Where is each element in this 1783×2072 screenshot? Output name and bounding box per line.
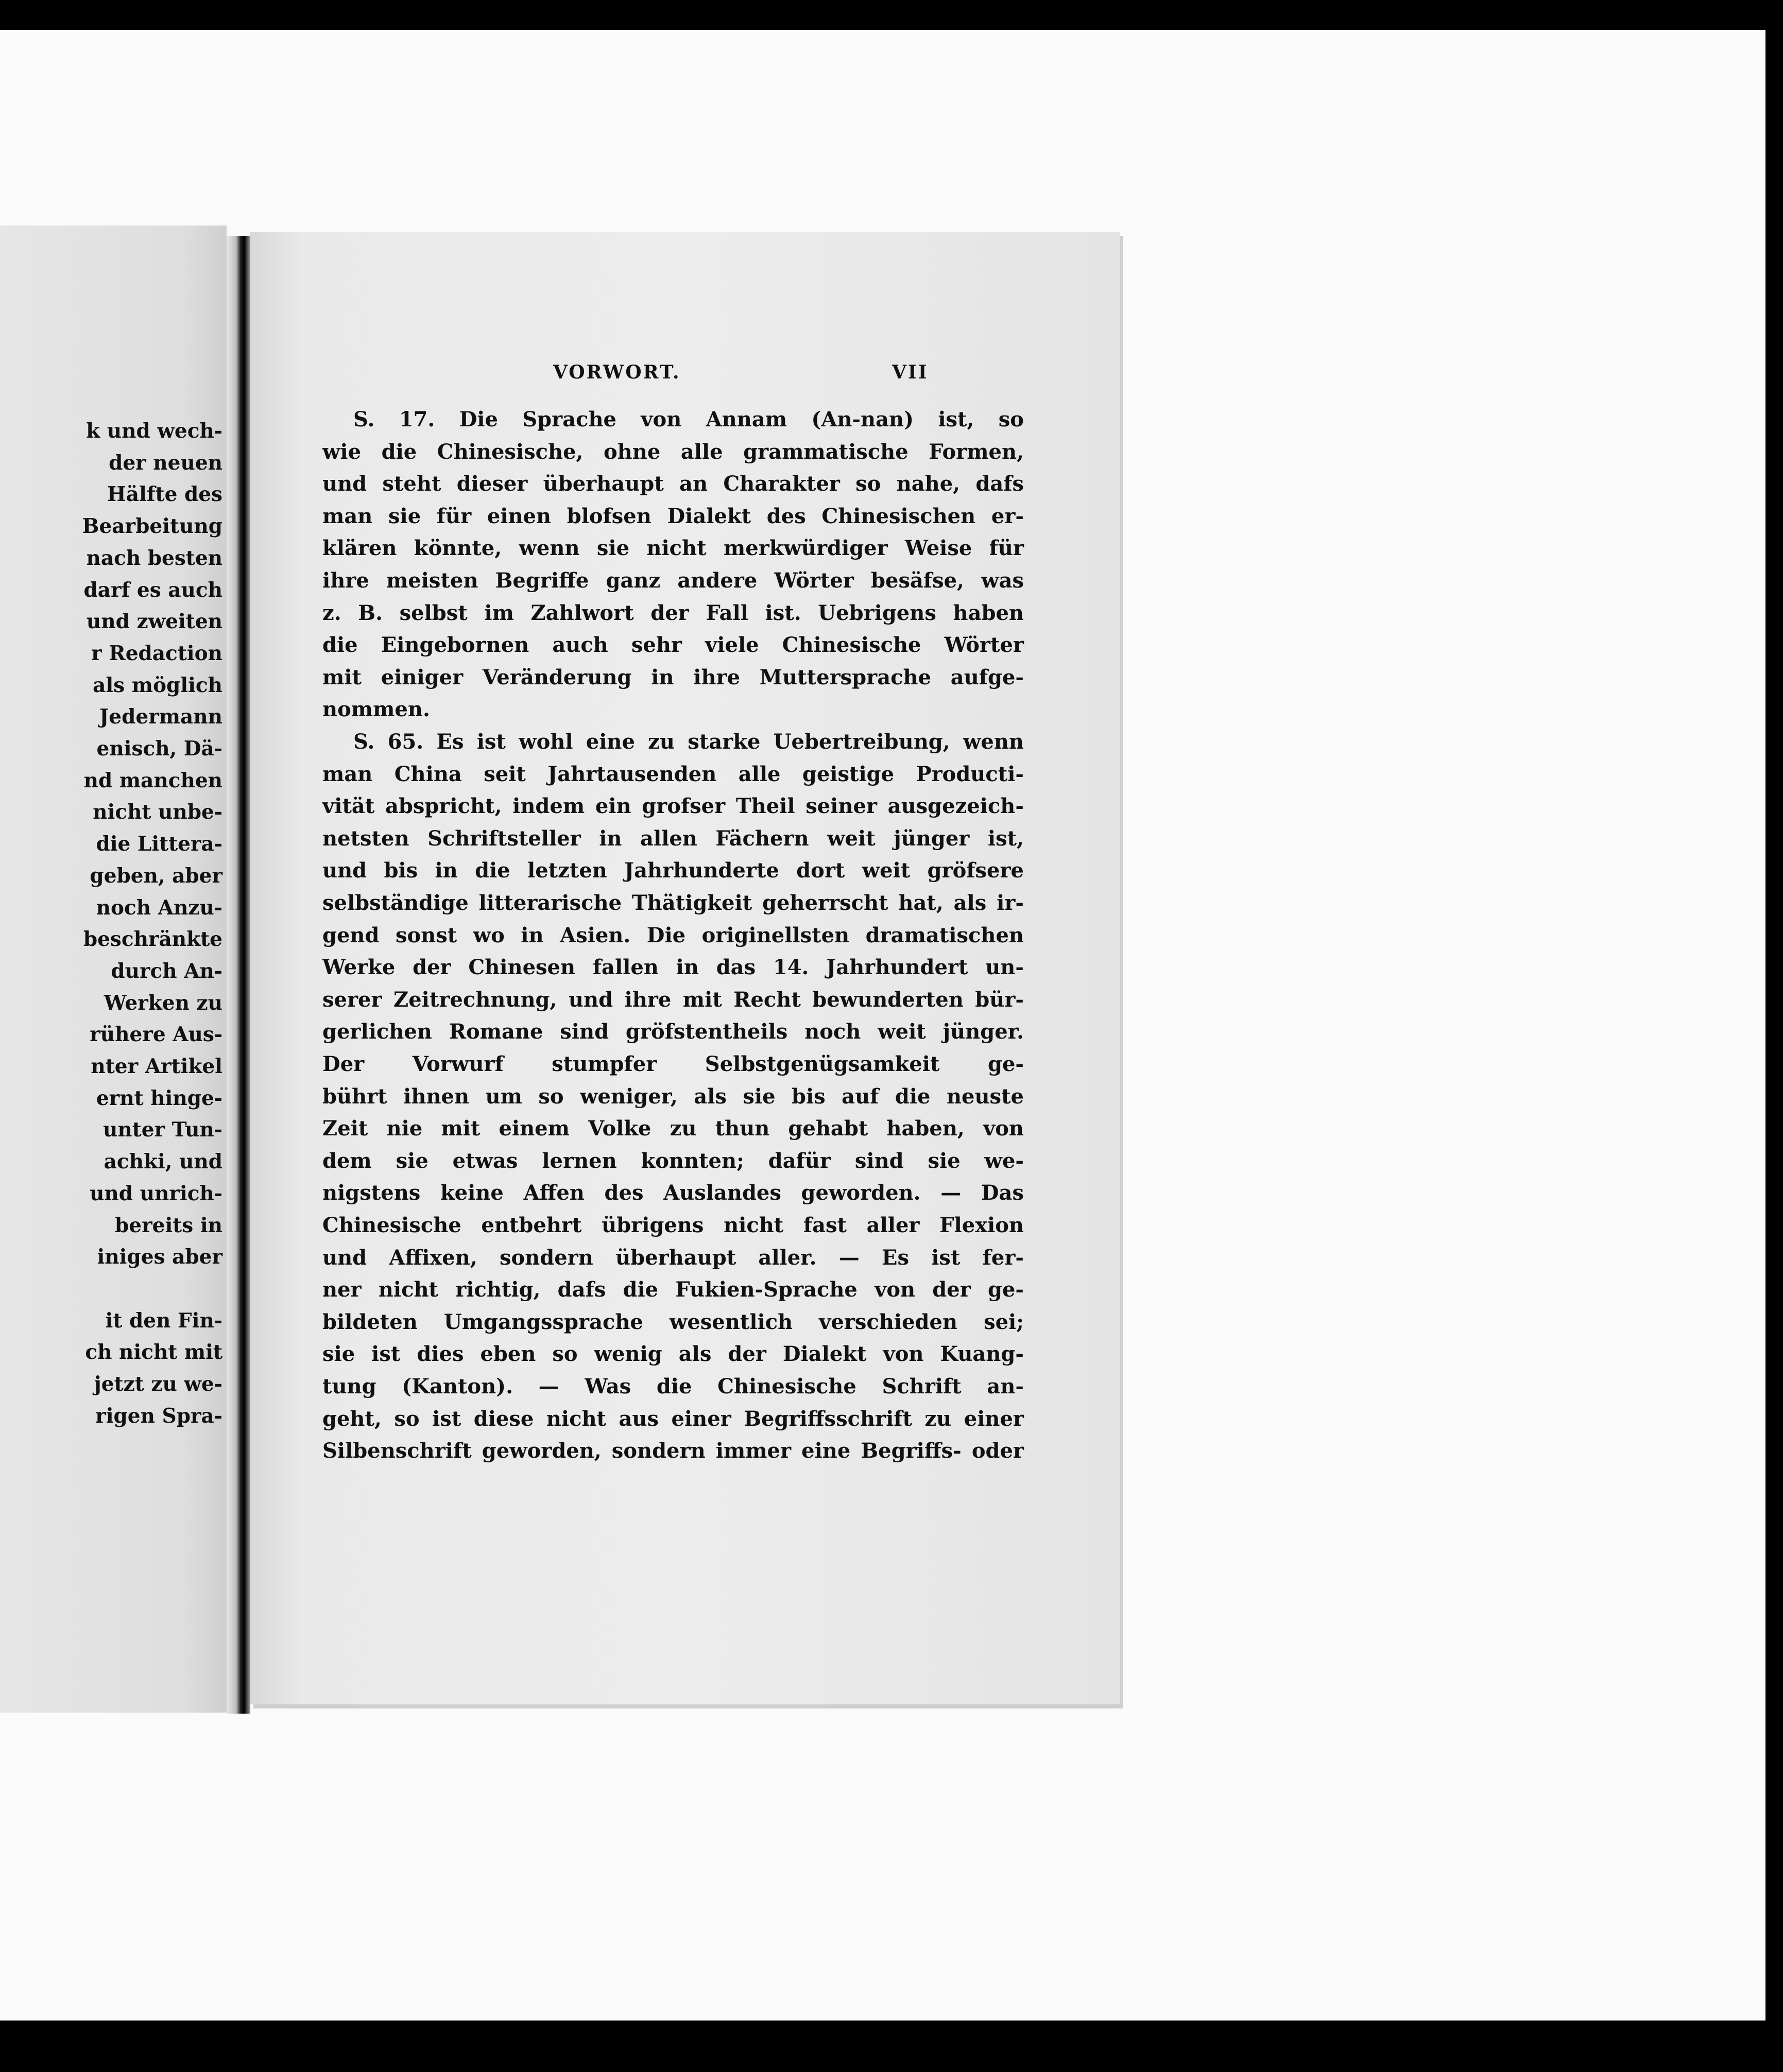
left-page-line: k und wech- (86, 419, 222, 443)
body-text-line: und bis in die letzten Jahrhunderte dort weit gröfsere (322, 858, 1024, 883)
book-gutter (227, 236, 250, 1714)
left-page-line: Hälfte des (107, 482, 222, 507)
left-page-line: als möglich (93, 673, 222, 697)
running-head: VORWORT. (553, 361, 681, 383)
scan-border-right (1765, 0, 1783, 2072)
left-page-line: darf es auch (83, 578, 222, 602)
left-page-line: und unrich- (90, 1181, 222, 1205)
left-page-line: ernt hinge- (96, 1086, 222, 1110)
body-text-line: nommen. (322, 697, 430, 722)
left-page-line: nach besten (86, 546, 222, 570)
left-page-line: nd manchen (83, 768, 222, 792)
left-page (0, 226, 227, 1713)
left-page-line: Bearbeitung (82, 514, 222, 539)
body-text-line: man sie für einen blofsen Dialekt des Chinesischen er- (322, 504, 1024, 528)
left-page-line: Werken zu (104, 991, 222, 1015)
body-text-line: sie ist dies eben so wenig als der Dialekt von Kuang- (322, 1342, 1024, 1367)
body-text-line: klären könnte, wenn sie nicht merkwürdiger Weise für (322, 536, 1024, 561)
left-page-line: rigen Spra- (95, 1404, 222, 1428)
left-page-line: rühere Aus- (90, 1023, 222, 1047)
body-text-line: gend sonst wo in Asien. Die originellsten dramatischen (322, 923, 1024, 947)
left-page-line: durch An- (111, 959, 222, 983)
body-text-line: dem sie etwas lernen konnten; dafür sind sie we- (322, 1148, 1024, 1173)
left-page-line: r Redaction (91, 641, 222, 665)
left-page-line: noch Anzu- (96, 895, 222, 920)
body-text-line: netsten Schriftsteller in allen Fächern weit jünger ist, (322, 826, 1024, 851)
left-page-line: Jedermann (99, 705, 222, 729)
left-page-line: der neuen (109, 451, 222, 475)
left-page-line: unter Tun- (102, 1118, 222, 1142)
body-text-line: z. B. selbst im Zahlwort der Fall ist. Uebrigens haben (322, 600, 1024, 625)
body-text-line: bührt ihnen um so weniger, als sie bis auf die neuste (322, 1084, 1024, 1109)
body-text-line: die Eingebornen auch sehr viele Chinesische Wörter (322, 633, 1024, 658)
body-text-line: Werke der Chinesen fallen in das 14. Jahrhundert un- (322, 955, 1024, 980)
left-page-line: iniges aber (97, 1245, 222, 1269)
left-page-line: achki, und (104, 1150, 222, 1174)
body-text-line: bildeten Umgangssprache wesentlich verschieden sei; (322, 1309, 1024, 1334)
body-text-line: serer Zeitrechnung, und ihre mit Recht bewunderten bür- (322, 987, 1024, 1012)
body-text-line: wie die Chinesische, ohne alle grammatische Formen, (322, 439, 1024, 464)
body-text-line: man China seit Jahrtausenden alle geistige Producti- (322, 762, 1024, 786)
body-text-line: ner nicht richtig, dafs die Fukien-Sprache von der ge- (322, 1277, 1024, 1302)
body-text-line: mit einiger Veränderung in ihre Muttersprache aufge- (322, 665, 1024, 689)
left-page-line: und zweiten (86, 610, 222, 634)
body-text-line: Silbenschrift geworden, sondern immer eine Begriffs- oder (322, 1439, 1024, 1463)
body-text-line: und steht dieser überhaupt an Charakter so nahe, dafs (322, 472, 1024, 496)
left-page-line: jetzt zu we- (94, 1372, 222, 1396)
body-text-line: geht, so ist diese nicht aus einer Begriffsschrift zu einer (322, 1406, 1024, 1431)
body-text-line: ihre meisten Begriffe ganz andere Wörter besäfse, was (322, 568, 1024, 593)
body-text-line: selbständige litterarische Thätigkeit geherrscht hat, als ir- (322, 891, 1024, 915)
left-page-line: die Littera- (96, 832, 222, 856)
body-text-line: nigstens keine Affen des Auslandes geworden. — Das (322, 1181, 1024, 1205)
body-text-line: gerlichen Romane sind gröfstentheils noch weit jünger. (322, 1020, 1024, 1044)
body-text-line: tung (Kanton). — Was die Chinesische Schrift an- (322, 1374, 1024, 1398)
body-text-line: und Affixen, sondern überhaupt aller. — Es ist fer- (322, 1245, 1024, 1270)
body-text-line: Zeit nie mit einem Volke zu thun gehabt haben, von (322, 1116, 1024, 1141)
left-page-line: geben, aber (90, 864, 222, 888)
page-number: VII (892, 361, 929, 383)
scan-border-bottom (0, 2021, 1783, 2072)
left-page-line: enisch, Dä- (96, 737, 222, 761)
left-page-line: ch nicht mit (85, 1340, 222, 1365)
left-page-line: nicht unbe- (93, 800, 222, 824)
left-page-line: beschränkte (83, 927, 222, 952)
body-text-line: Der Vorwurf stumpfer Selbstgenügsamkeit ge- (322, 1052, 1024, 1076)
body-text-line: S. 65. Es ist wohl eine zu starke Uebertreibung, wenn (353, 730, 1024, 754)
left-page-line: bereits in (115, 1213, 222, 1237)
left-page-line: it den Fin- (105, 1308, 222, 1333)
body-text-line: Chinesische entbehrt übrigens nicht fast aller Flexion (322, 1213, 1024, 1237)
body-text-line: vität abspricht, indem ein grofser Theil seiner ausgezeich- (322, 794, 1024, 819)
left-page-line: nter Artikel (91, 1055, 222, 1078)
body-text-line: S. 17. Die Sprache von Annam (An-nan) ist, so (353, 407, 1024, 431)
right-page (250, 232, 1120, 1704)
